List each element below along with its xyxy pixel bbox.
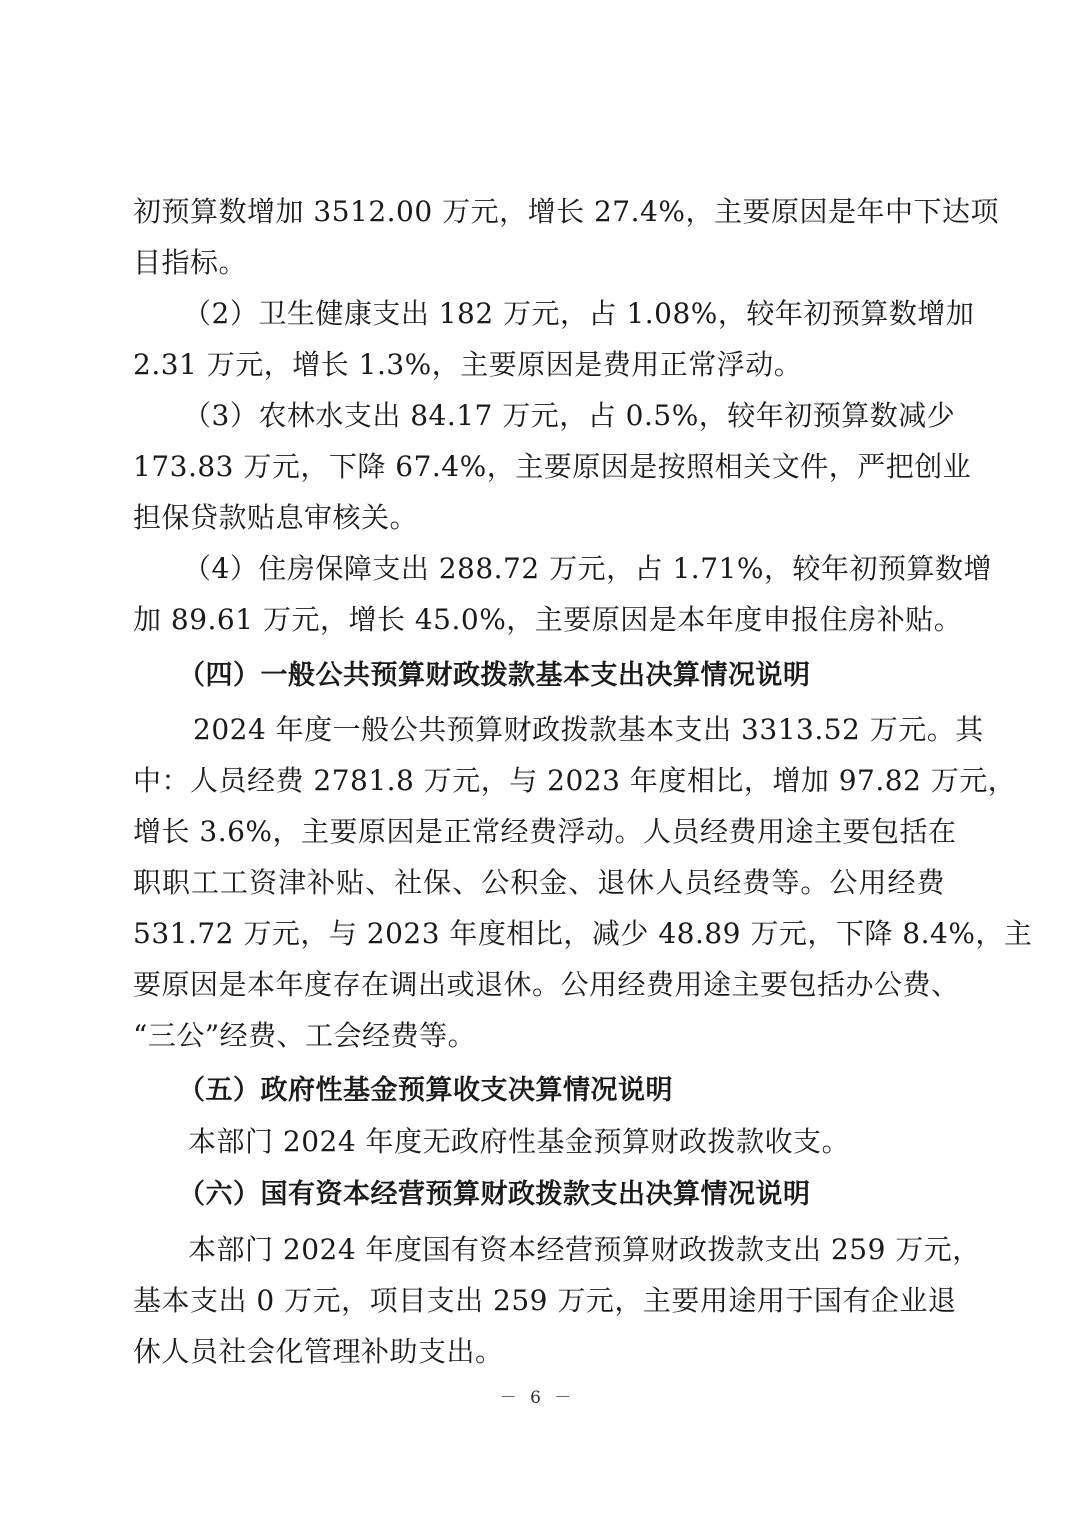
section-heading: （四）一般公共预算财政拨款基本支出决算情况说明 [178, 660, 811, 691]
paragraph-line: 531.72 万元，与 2023 年度相比，减少 48.89 万元，下降 8.4%，主 [133, 917, 1033, 950]
paragraph-line: 本部门 2024 年度国有资本经营预算财政拨款支出 259 万元， [188, 1233, 981, 1266]
paragraph-line: 增长 3.6%，主要原因是正常经费浮动。人员经费用途主要包括在 [133, 815, 957, 848]
paragraph-line: 2024 年度一般公共预算财政拨款基本支出 3313.52 万元。其 [193, 713, 984, 746]
paragraph-line: （2）卫生健康支出 182 万元，占 1.08%，较年初预算数增加 [183, 297, 975, 330]
paragraph-line: 初预算数增加 3512.00 万元，增长 27.4%，主要原因是年中下达项 [133, 195, 999, 228]
paragraph-line: 中：人员经费 2781.8 万元，与 2023 年度相比，增加 97.82 万元， [133, 764, 1017, 797]
paragraph-line: 加 89.61 万元，增长 45.0%，主要原因是本年度申报住房补贴。 [133, 603, 963, 636]
paragraph-line: 本部门 2024 年度无政府性基金预算财政拨款收支。 [188, 1125, 851, 1158]
section-heading: （五）政府性基金预算收支决算情况说明 [178, 1075, 673, 1106]
section-heading: （六）国有资本经营预算财政拨款支出决算情况说明 [178, 1179, 811, 1210]
paragraph-line: 休人员社会化管理补助支出。 [133, 1335, 504, 1368]
paragraph-line: “三公”经费、工会经费等。 [133, 1019, 477, 1052]
paragraph-line: 173.83 万元，下降 67.4%，主要原因是按照相关文件，严把创业 [133, 450, 972, 483]
paragraph-line: 2.31 万元，增长 1.3%，主要原因是费用正常浮动。 [133, 348, 803, 381]
paragraph-line: 担保贷款贴息审核关。 [133, 501, 419, 534]
paragraph-line: 基本支出 0 万元，项目支出 259 万元，主要用途用于国有企业退 [133, 1284, 957, 1317]
paragraph-line: （3）农林水支出 84.17 万元，占 0.5%，较年初预算数减少 [183, 399, 956, 432]
paragraph-line: 目指标。 [133, 246, 248, 279]
paragraph-line: 职职工工资津补贴、社保、公积金、退休人员经费等。公用经费 [133, 866, 945, 899]
paragraph-line: （4）住房保障支出 288.72 万元，占 1.71%，较年初预算数增 [183, 552, 992, 585]
paragraph-line: 要原因是本年度存在调出或退休。公用经费用途主要包括办公费、 [133, 968, 960, 1001]
page-number: － 6 － [499, 1388, 576, 1408]
